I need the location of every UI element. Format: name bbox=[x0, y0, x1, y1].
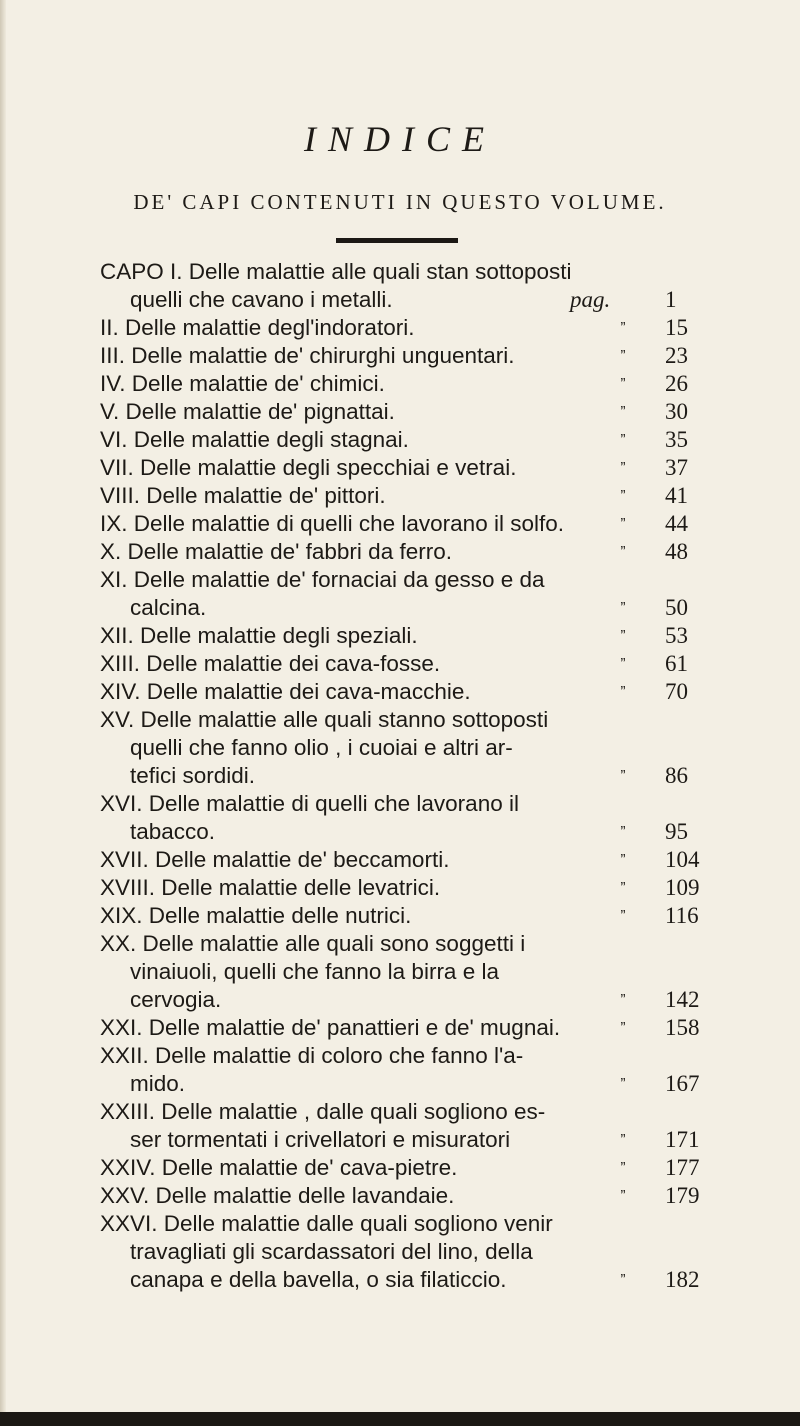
page-label: pag. bbox=[570, 287, 611, 312]
toc-page-number: 109 bbox=[665, 875, 700, 900]
toc-page-number: 44 bbox=[665, 511, 688, 536]
toc-entry-text: IX. Delle malattie di quelli che lavorano il solfo. bbox=[100, 511, 564, 536]
toc-entry bbox=[100, 1098, 770, 1154]
toc-entry-text: ser tormentati i crivellatori e misuratori bbox=[130, 1127, 511, 1152]
toc-entry bbox=[100, 790, 770, 846]
toc-entry-line bbox=[100, 342, 770, 370]
toc-entry-line bbox=[100, 286, 770, 314]
toc-entry-line bbox=[100, 958, 770, 986]
toc-entry-text: vinaiuoli, quelli che fanno la birra e la bbox=[130, 959, 499, 984]
toc-page-number: 1 bbox=[665, 287, 677, 312]
toc-entry-text: XVI. Delle malattie di quelli che lavorano il bbox=[100, 791, 519, 816]
toc-entry-text: XXI. Delle malattie de' panattieri e de' mugnai. bbox=[100, 1015, 561, 1040]
toc-entry bbox=[100, 566, 770, 622]
toc-entry-line bbox=[100, 706, 770, 734]
toc-page-number: 179 bbox=[665, 1183, 700, 1208]
toc-entry bbox=[100, 650, 770, 678]
toc-entry-line bbox=[100, 566, 770, 594]
toc-entry bbox=[100, 1042, 770, 1098]
toc-page-number: 86 bbox=[665, 763, 688, 788]
toc-page-number: 182 bbox=[665, 1267, 700, 1292]
toc-entry-text: II. Delle malattie degl'indoratori. bbox=[100, 315, 415, 340]
toc-entry bbox=[100, 342, 770, 370]
ditto-mark: ” bbox=[620, 655, 626, 672]
toc-entry-text: VIII. Delle malattie de' pittori. bbox=[100, 483, 386, 508]
ditto-mark: ” bbox=[620, 487, 626, 504]
toc-entry-line bbox=[100, 902, 770, 930]
toc-entry bbox=[100, 930, 770, 1014]
toc-entry-text: calcina. bbox=[130, 595, 207, 620]
toc-entry bbox=[100, 1014, 770, 1042]
toc-entry-line bbox=[100, 398, 770, 426]
toc-entry-text: XIV. Delle malattie dei cava-macchie. bbox=[100, 679, 471, 704]
toc-entry bbox=[100, 258, 770, 314]
toc-entry-text: CAPO I. Delle malattie alle quali stan sottoposti bbox=[100, 259, 572, 284]
toc-entry bbox=[100, 706, 770, 790]
toc-entry-text: III. Delle malattie de' chirurghi unguentari. bbox=[100, 343, 515, 368]
toc-entry-line bbox=[100, 258, 770, 286]
ditto-mark: ” bbox=[620, 907, 626, 924]
toc-page-number: 26 bbox=[665, 371, 688, 396]
toc-entry-line bbox=[100, 986, 770, 1014]
toc-page-number: 171 bbox=[665, 1127, 700, 1152]
toc-entry-text: XXIII. Delle malattie , dalle quali sogliono es- bbox=[100, 1099, 546, 1124]
toc-entry bbox=[100, 454, 770, 482]
ditto-mark: ” bbox=[620, 403, 626, 420]
toc-entry bbox=[100, 314, 770, 342]
toc-page-number: 61 bbox=[665, 651, 688, 676]
ditto-mark: ” bbox=[620, 319, 626, 336]
toc-entry-line bbox=[100, 538, 770, 566]
toc-entry bbox=[100, 426, 770, 454]
toc-entry-text: XXIV. Delle malattie de' cava-pietre. bbox=[100, 1155, 458, 1180]
ditto-mark: ” bbox=[620, 1019, 626, 1036]
toc-entry bbox=[100, 510, 770, 538]
toc-entry-line bbox=[100, 650, 770, 678]
toc-page-number: 41 bbox=[665, 483, 688, 508]
toc-page-number: 23 bbox=[665, 343, 688, 368]
toc-entry-text: VII. Delle malattie degli specchiai e vetrai. bbox=[100, 455, 517, 480]
toc-entry-line bbox=[100, 734, 770, 762]
ditto-mark: ” bbox=[620, 515, 626, 532]
toc-entry-text: travagliati gli scardassatori del lino, della bbox=[130, 1239, 533, 1264]
table-of-contents bbox=[100, 258, 770, 1294]
toc-entry-line bbox=[100, 1238, 770, 1266]
toc-entry-line bbox=[100, 594, 770, 622]
toc-entry-text: XXV. Delle malattie delle lavandaie. bbox=[100, 1183, 455, 1208]
toc-entry-line bbox=[100, 314, 770, 342]
ditto-mark: ” bbox=[620, 879, 626, 896]
toc-entry-text: XVIII. Delle malattie delle levatrici. bbox=[100, 875, 441, 900]
ditto-mark: ” bbox=[620, 375, 626, 392]
toc-page-number: 104 bbox=[665, 847, 700, 872]
toc-entry-line bbox=[100, 1126, 770, 1154]
toc-entry-line bbox=[100, 678, 770, 706]
toc-entry-text: XVII. Delle malattie de' beccamorti. bbox=[100, 847, 450, 872]
toc-entry bbox=[100, 678, 770, 706]
toc-entry-text: V. Delle malattie de' pignattai. bbox=[100, 399, 395, 424]
ditto-mark: ” bbox=[620, 599, 626, 616]
toc-entry-text: XXVI. Delle malattie dalle quali sogliono venir bbox=[100, 1211, 553, 1236]
toc-entry bbox=[100, 622, 770, 650]
title-rule bbox=[336, 238, 458, 243]
toc-entry-text: X. Delle malattie de' fabbri da ferro. bbox=[100, 539, 452, 564]
toc-entry-text: VI. Delle malattie degli stagnai. bbox=[100, 427, 409, 452]
toc-entry-line bbox=[100, 846, 770, 874]
toc-entry-line bbox=[100, 370, 770, 398]
toc-entry bbox=[100, 1182, 770, 1210]
toc-page-number: 116 bbox=[665, 903, 699, 928]
page-subtitle: DE' CAPI CONTENUTI IN QUESTO VOLUME. bbox=[133, 190, 667, 214]
ditto-mark: ” bbox=[620, 767, 626, 784]
toc-entry bbox=[100, 902, 770, 930]
ditto-mark: ” bbox=[620, 991, 626, 1008]
ditto-mark: ” bbox=[620, 1187, 626, 1204]
toc-entry-line bbox=[100, 874, 770, 902]
toc-entry bbox=[100, 370, 770, 398]
toc-entry-text: XI. Delle malattie de' fornaciai da gesso e da bbox=[100, 567, 545, 592]
ditto-mark: ” bbox=[620, 1075, 626, 1092]
toc-entry-text: XXII. Delle malattie di coloro che fanno l'a- bbox=[100, 1043, 524, 1068]
ditto-mark: ” bbox=[620, 683, 626, 700]
toc-entry-line bbox=[100, 1098, 770, 1126]
toc-page-number: 142 bbox=[665, 987, 700, 1012]
toc-entry-line bbox=[100, 762, 770, 790]
toc-entry-text: quelli che cavano i metalli. bbox=[130, 287, 393, 312]
toc-page-number: 30 bbox=[665, 399, 688, 424]
ditto-mark: ” bbox=[620, 543, 626, 560]
toc-page-number: 50 bbox=[665, 595, 688, 620]
toc-entry-line bbox=[100, 426, 770, 454]
toc-entry bbox=[100, 538, 770, 566]
toc-entry-text: XII. Delle malattie degli speziali. bbox=[100, 623, 418, 648]
toc-entry-line bbox=[100, 482, 770, 510]
ditto-mark: ” bbox=[620, 627, 626, 644]
toc-entry-line bbox=[100, 1182, 770, 1210]
toc-entry-line bbox=[100, 1154, 770, 1182]
toc-entry bbox=[100, 874, 770, 902]
toc-entry-text: tabacco. bbox=[130, 819, 216, 844]
toc-page-number: 177 bbox=[665, 1155, 700, 1180]
toc-entry-text: XV. Delle malattie alle quali stanno sottoposti bbox=[100, 707, 549, 732]
toc-entry-text: quelli che fanno olio , i cuoiai e altri ar- bbox=[130, 735, 513, 760]
ditto-mark: ” bbox=[620, 823, 626, 840]
scan-bottom-edge bbox=[0, 1412, 800, 1426]
toc-entry-text: XX. Delle malattie alle quali sono soggetti i bbox=[100, 931, 526, 956]
toc-page-number: 95 bbox=[665, 819, 688, 844]
ditto-mark: ” bbox=[620, 459, 626, 476]
toc-entry-line bbox=[100, 930, 770, 958]
toc-entry-line bbox=[100, 1014, 770, 1042]
toc-entry-text: canapa e della bavella, o sia filaticcio. bbox=[130, 1267, 507, 1292]
toc-entry-line bbox=[100, 790, 770, 818]
toc-entry-line bbox=[100, 454, 770, 482]
ditto-mark: ” bbox=[620, 347, 626, 364]
toc-entry-text: XIII. Delle malattie dei cava-fosse. bbox=[100, 651, 441, 676]
toc-entry-line bbox=[100, 1042, 770, 1070]
toc-page-number: 70 bbox=[665, 679, 688, 704]
toc-page-number: 15 bbox=[665, 315, 688, 340]
page-title: INDICE bbox=[304, 119, 496, 159]
toc-entry-line bbox=[100, 510, 770, 538]
toc-entry-line bbox=[100, 1266, 770, 1294]
ditto-mark: ” bbox=[620, 1271, 626, 1288]
toc-page-number: 37 bbox=[665, 455, 688, 480]
toc-entry-line bbox=[100, 622, 770, 650]
toc-entry bbox=[100, 482, 770, 510]
toc-entry-text: mido. bbox=[130, 1071, 186, 1096]
toc-page-number: 53 bbox=[665, 623, 688, 648]
toc-page-number: 167 bbox=[665, 1071, 700, 1096]
toc-entry-line bbox=[100, 1070, 770, 1098]
ditto-mark: ” bbox=[620, 431, 626, 448]
toc-entry bbox=[100, 846, 770, 874]
toc-entry-text: tefici sordidi. bbox=[130, 763, 256, 788]
ditto-mark: ” bbox=[620, 1159, 626, 1176]
toc-entry-text: cervogia. bbox=[130, 987, 222, 1012]
toc-entry-text: IV. Delle malattie de' chimici. bbox=[100, 371, 385, 396]
ditto-mark: ” bbox=[620, 851, 626, 868]
toc-entry-text: XIX. Delle malattie delle nutrici. bbox=[100, 903, 412, 928]
toc-entry bbox=[100, 398, 770, 426]
toc-entry bbox=[100, 1154, 770, 1182]
toc-entry-line bbox=[100, 1210, 770, 1238]
toc-page-number: 158 bbox=[665, 1015, 700, 1040]
toc-page-number: 35 bbox=[665, 427, 688, 452]
toc-entry bbox=[100, 1210, 770, 1294]
toc-page-number: 48 bbox=[665, 539, 688, 564]
ditto-mark: ” bbox=[620, 1131, 626, 1148]
toc-entry-line bbox=[100, 818, 770, 846]
